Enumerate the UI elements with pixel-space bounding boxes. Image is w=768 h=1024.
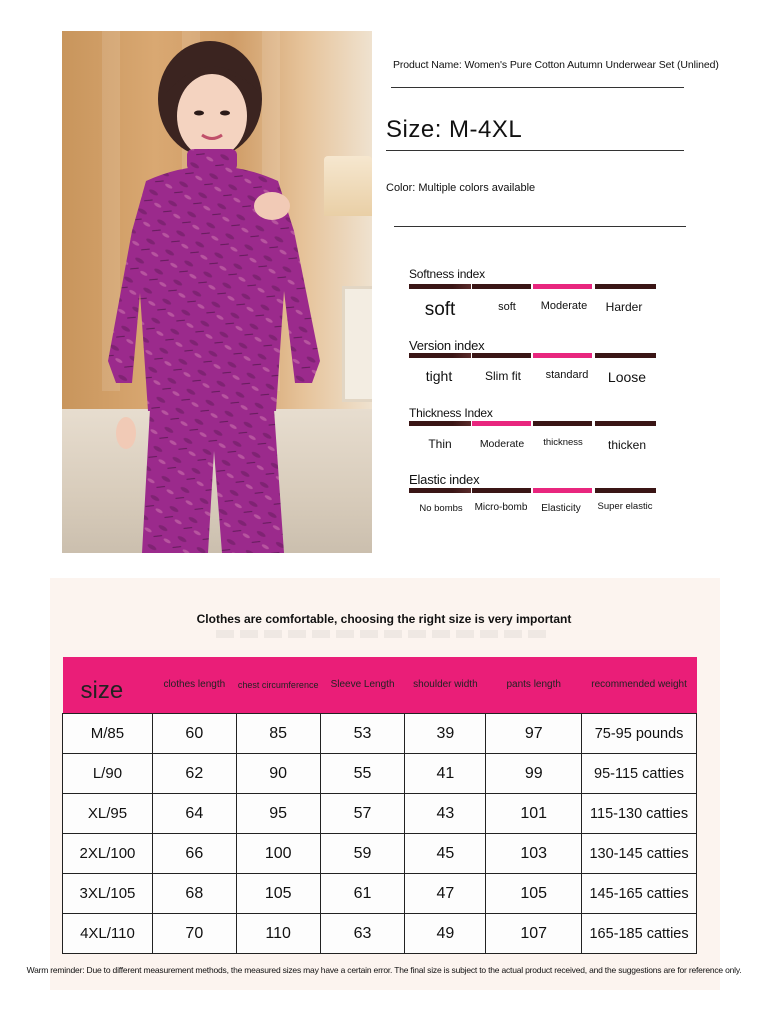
thickness-index-title: Thickness Index	[409, 406, 493, 420]
table-row	[63, 914, 697, 954]
measure-cell: 45	[405, 834, 486, 874]
version-bar-2	[472, 353, 531, 358]
size-table-header	[63, 657, 697, 714]
measure-cell: 99	[486, 754, 582, 794]
measure-cell: 59	[320, 834, 405, 874]
elastic-bar-1	[409, 488, 471, 493]
softness-bar-1	[409, 284, 471, 289]
version-option-3: standard	[545, 369, 589, 381]
header-size: size	[63, 657, 153, 714]
weight-cell: 145-165 catties	[582, 874, 697, 914]
product-name: Product Name: Women's Pure Cotton Autumn Underwear Set (Unlined)	[393, 59, 719, 71]
measure-cell: 101	[486, 794, 582, 834]
measure-cell: 70	[152, 914, 236, 954]
measure-cell: 103	[486, 834, 582, 874]
warm-reminder: Warm reminder: Due to different measurement methods, the measured sizes may have a certain error. The final size is subject to the actual product received, and the suggestions are for reference only.	[26, 965, 742, 975]
size-tagline: Clothes are comfortable, choosing the right size is very important	[196, 612, 572, 626]
version-option-1: tight	[425, 368, 453, 384]
softness-option-4: Harder	[605, 300, 643, 314]
size-cell: 4XL/110	[63, 914, 153, 954]
header-sleeve: Sleeve Length	[320, 657, 405, 714]
table-row	[63, 714, 697, 754]
measure-cell: 66	[152, 834, 236, 874]
table-row	[63, 754, 697, 794]
elastic-bar-2	[472, 488, 531, 493]
measure-cell: 85	[236, 714, 320, 754]
measure-cell: 68	[152, 874, 236, 914]
color-info: Color: Multiple colors available	[386, 182, 536, 194]
table-row	[63, 874, 697, 914]
elastic-index-title: Elastic index	[409, 472, 480, 487]
thickness-bar-2	[472, 421, 531, 426]
measure-cell: 39	[405, 714, 486, 754]
softness-option-2: soft	[498, 301, 516, 313]
size-cell: M/85	[63, 714, 153, 754]
table-row	[63, 834, 697, 874]
size-cell: 3XL/105	[63, 874, 153, 914]
measure-cell: 105	[236, 874, 320, 914]
divider	[391, 87, 684, 88]
weight-cell: 165-185 catties	[582, 914, 697, 954]
measure-cell: 57	[320, 794, 405, 834]
measure-cell: 107	[486, 914, 582, 954]
measure-cell: 60	[152, 714, 236, 754]
measure-cell: 47	[405, 874, 486, 914]
weight-cell: 95-115 catties	[582, 754, 697, 794]
measure-cell: 53	[320, 714, 405, 754]
thickness-option-1: Thin	[428, 437, 452, 451]
header-pants: pants length	[486, 657, 582, 714]
version-option-2: Slim fit	[485, 369, 521, 383]
thickness-bar-4	[595, 421, 656, 426]
weight-cell: 115-130 catties	[582, 794, 697, 834]
size-cell: 2XL/100	[63, 834, 153, 874]
header-shoulder: shoulder width	[405, 657, 486, 714]
measure-cell: 95	[236, 794, 320, 834]
measure-cell: 97	[486, 714, 582, 754]
header-weight: recommended weight	[582, 657, 697, 714]
size-table	[62, 657, 697, 954]
weight-cell: 130-145 catties	[582, 834, 697, 874]
size-cell: XL/95	[63, 794, 153, 834]
measure-cell: 49	[405, 914, 486, 954]
measure-cell: 62	[152, 754, 236, 794]
softness-index-title: Softness index	[409, 267, 485, 281]
elastic-option-4: Super elastic	[597, 501, 653, 512]
product-photo	[62, 31, 372, 553]
softness-option-1: soft	[424, 299, 456, 320]
version-option-4: Loose	[607, 369, 647, 385]
header-chest: chest circumference	[236, 657, 320, 714]
measure-cell: 64	[152, 794, 236, 834]
divider	[386, 150, 684, 151]
thickness-option-2: Moderate	[479, 438, 525, 450]
version-bar-4	[595, 353, 656, 358]
measure-cell: 55	[320, 754, 405, 794]
version-bar-1	[409, 353, 471, 358]
softness-option-3: Moderate	[540, 300, 588, 312]
version-bar-3	[533, 353, 592, 358]
softness-bar-2	[472, 284, 531, 289]
size-range: Size: M-4XL	[386, 116, 523, 143]
measure-cell: 41	[405, 754, 486, 794]
header-clothes-length: clothes length	[152, 657, 236, 714]
elastic-option-1: No bombs	[419, 503, 463, 514]
version-index-title: Version index	[409, 338, 485, 353]
elastic-bar-3	[533, 488, 592, 493]
measure-cell: 110	[236, 914, 320, 954]
thickness-bar-1	[409, 421, 471, 426]
tagline-reflection	[216, 630, 546, 638]
model-figure	[62, 31, 372, 553]
elastic-option-2: Micro-bomb	[474, 502, 528, 513]
softness-bar-4	[595, 284, 656, 289]
measure-cell: 100	[236, 834, 320, 874]
softness-bar-3	[533, 284, 592, 289]
measure-cell: 90	[236, 754, 320, 794]
elastic-bar-4	[595, 488, 656, 493]
elastic-option-3: Elasticity	[541, 503, 581, 514]
measure-cell: 43	[405, 794, 486, 834]
thickness-option-3: thickness	[543, 437, 583, 448]
divider	[394, 226, 686, 227]
measure-cell: 63	[320, 914, 405, 954]
measure-cell: 61	[320, 874, 405, 914]
thickness-option-4: thicken	[607, 438, 647, 452]
weight-cell: 75-95 pounds	[582, 714, 697, 754]
size-cell: L/90	[63, 754, 153, 794]
table-row	[63, 794, 697, 834]
thickness-bar-3	[533, 421, 592, 426]
measure-cell: 105	[486, 874, 582, 914]
